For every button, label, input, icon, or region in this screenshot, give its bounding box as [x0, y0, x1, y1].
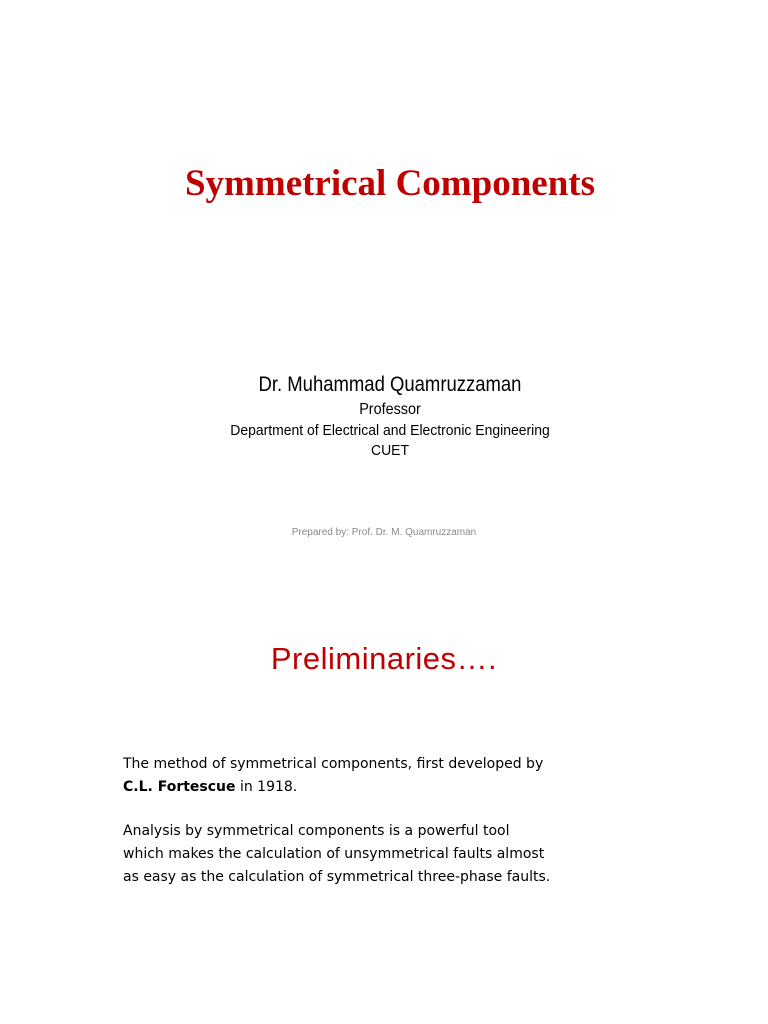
author-name: Dr. Muhammad Quamruzzaman — [258, 373, 522, 396]
author-reference: C.L. Fortescue — [123, 779, 236, 795]
author-institution: CUET — [371, 442, 409, 459]
paragraph-1-line-2-rest: in 1918. — [235, 779, 298, 795]
page-title: Symmetrical Components — [184, 163, 596, 204]
paragraph-2-line-3: as easy as the calculation of symmetrical three-phase faults. — [123, 869, 551, 885]
section-heading: Preliminaries…. — [270, 641, 498, 676]
prepared-by-footer: Prepared by: Prof. Dr. M. Quamruzzaman — [291, 527, 477, 538]
body-text — [123, 753, 563, 889]
paragraph-1-line-2 — [123, 776, 563, 799]
paragraph-spacer — [123, 799, 563, 820]
author-department: Department of Electrical and Electronic Engineering — [230, 422, 550, 439]
author-block — [0, 371, 768, 461]
paragraph-2-line-2: which makes the calculation of unsymmetrical faults almost — [123, 846, 545, 862]
author-role: Professor — [359, 401, 421, 418]
paragraph-2-line-1: Analysis by symmetrical components is a powerful tool — [123, 823, 510, 839]
paragraph-1-line-1: The method of symmetrical components, first developed by — [123, 756, 544, 772]
